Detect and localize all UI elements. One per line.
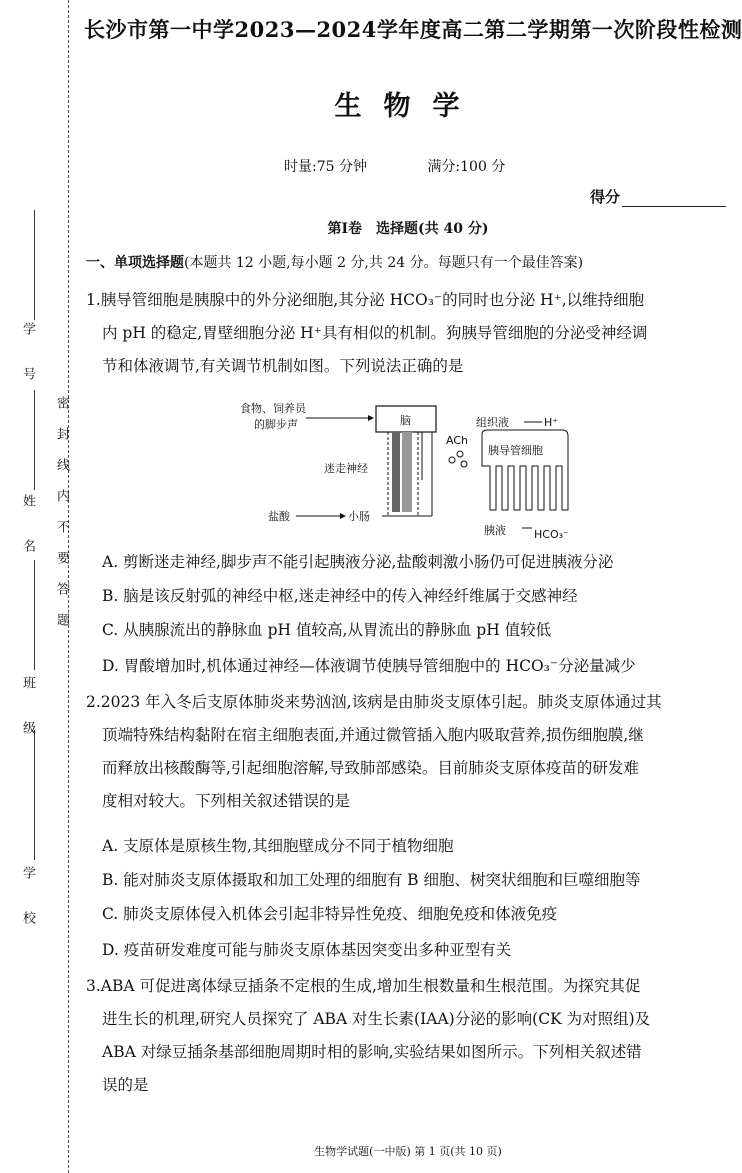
q2-option-a: A. 支原体是原核生物,其细胞壁成分不同于植物细胞 [102, 837, 454, 855]
exam-meta [284, 156, 561, 176]
page-footer: 生物学试题(一中版) 第 1 页(共 10 页) [314, 1145, 502, 1158]
nerve-right [402, 432, 412, 512]
question-text: 2023 年入冬后支原体肺炎来势汹汹,该病是由肺炎支原体引起。肺炎支原体通过其 [100, 693, 662, 711]
q1-option-d: D. 胃酸增加时,机体通过神经—体液调节使胰导管细胞中的 HCO₃⁻分泌量减少 [102, 657, 636, 675]
class-label: 班 级 [20, 676, 35, 749]
question-text: 度相对较大。下列相关叙述错误的是 [102, 792, 351, 810]
school-field-line[interactable] [34, 730, 35, 860]
figure-label-cell: 胰导管细胞 [488, 444, 543, 457]
question-2 [86, 686, 728, 818]
figure-label-vagus: 迷走神经 [324, 462, 368, 475]
q1-option-c: C. 从胰腺流出的静脉血 pH 值较高,从胃流出的静脉血 pH 值较低 [102, 621, 552, 639]
section-title: 一、单项选择题 [86, 255, 184, 271]
acid-arrow-head [340, 513, 346, 519]
class-field-line[interactable] [34, 560, 35, 670]
full-score: 满分:100 分 [427, 159, 506, 175]
q2-option-c: C. 肺炎支原体侵入机体会引起非特异性免疫、细胞免疫和体液免疫 [102, 905, 558, 923]
question-text: ABA 可促进离体绿豆插条不定根的生成,增加生根数量和生根范围。为探究其促 [100, 977, 641, 995]
figure-label-h: H⁺ [544, 416, 559, 429]
question-text: 误的是 [102, 1076, 149, 1094]
ach-vesicle [449, 457, 455, 463]
figure-label-acid: 盐酸 [268, 510, 290, 523]
question-number: 2. [86, 693, 101, 711]
figure-label-food: 食物、饲养员 [240, 402, 306, 415]
name-field-line[interactable] [34, 390, 35, 490]
regulation-diagram [232, 398, 652, 548]
question-text: 顶端特殊结构黏附在宿主细胞表面,并通过微管插入胞内吸取营养,损伤细胞膜,继 [102, 726, 644, 744]
question-3 [86, 970, 728, 1102]
ach-vesicle [457, 451, 463, 457]
figure-label-hco3: HCO₃⁻ [534, 528, 569, 541]
part-heading: 第Ⅰ卷 选择题(共 40 分) [327, 221, 489, 237]
exam-title: 长沙市第一中学2023—2024学年度高二第二学期第一次阶段性检测 [84, 17, 742, 42]
question-text: 节和体液调节,有关调节机制如图。下列说法正确的是 [102, 357, 464, 375]
q1-option-b: B. 脑是该反射弧的神经中枢,迷走神经中的传入神经纤维属于交感神经 [102, 587, 578, 605]
score-field [590, 186, 726, 207]
figure-label-brain: 脑 [400, 414, 411, 427]
question-1 [86, 284, 728, 383]
q2-option-b: B. 能对肺炎支原体摄取和加工处理的细胞有 B 细胞、树突状细胞和巨噬细胞等 [102, 871, 641, 889]
seal-notice: 密封线内不要答题 [54, 396, 69, 644]
figure-label-ach: ACh [446, 434, 468, 447]
figure-label-intestine: 小肠 [348, 510, 370, 523]
time-limit: 时量:75 分钟 [284, 159, 367, 175]
subject-title: 生物学 [334, 91, 482, 122]
section-desc: (本题共 12 小题,每小题 2 分,共 24 分。每题只有一个最佳答案) [184, 255, 584, 271]
question-text: 内 pH 的稳定,胃壁细胞分泌 H⁺具有相似的机制。狗胰导管细胞的分泌受神经调 [102, 324, 648, 342]
question-text: 胰导管细胞是胰腺中的外分泌细胞,其分泌 HCO₃⁻的同时也分泌 H⁺,以维持细胞 [100, 291, 645, 309]
question-text: 而释放出核酸酶等,引起细胞溶解,导致肺部感染。目前肺炎支原体疫苗的研发难 [102, 759, 639, 777]
name-label: 姓 名 [20, 494, 35, 567]
duct-cell-shape [482, 430, 568, 510]
binding-margin [0, 0, 80, 1173]
q2-option-d: D. 疫苗研发难度可能与肺炎支原体基因突变出多种亚型有关 [102, 941, 512, 959]
figure-label-tissue-fluid: 组织液 [476, 416, 509, 429]
score-blank[interactable] [622, 192, 726, 207]
score-label: 得分 [590, 188, 621, 206]
question-text: ABA 对绿豆插条基部细胞周期时相的影响,实验结果如图所示。下列相关叙述错 [102, 1043, 642, 1061]
question-text: 进生长的机理,研究人员探究了 ABA 对生长素(IAA)分泌的影响(CK 为对照组)及 [102, 1010, 651, 1028]
section-heading [86, 252, 583, 272]
figure-label-pancreatic-juice: 胰液 [484, 524, 506, 537]
ach-vesicle [461, 461, 467, 467]
figure-label-footsteps: 的脚步声 [254, 418, 298, 431]
q1-option-a: A. 剪断迷走神经,脚步声不能引起胰液分泌,盐酸刺激小肠仍可促进胰液分泌 [102, 553, 614, 571]
school-label: 学 校 [20, 866, 35, 939]
arrow-head [368, 415, 374, 421]
nerve-left [392, 432, 400, 512]
id-field-line[interactable] [34, 210, 35, 320]
question-number: 3. [86, 977, 101, 995]
question-number: 1. [86, 291, 101, 309]
id-label: 学 号 [20, 322, 35, 395]
